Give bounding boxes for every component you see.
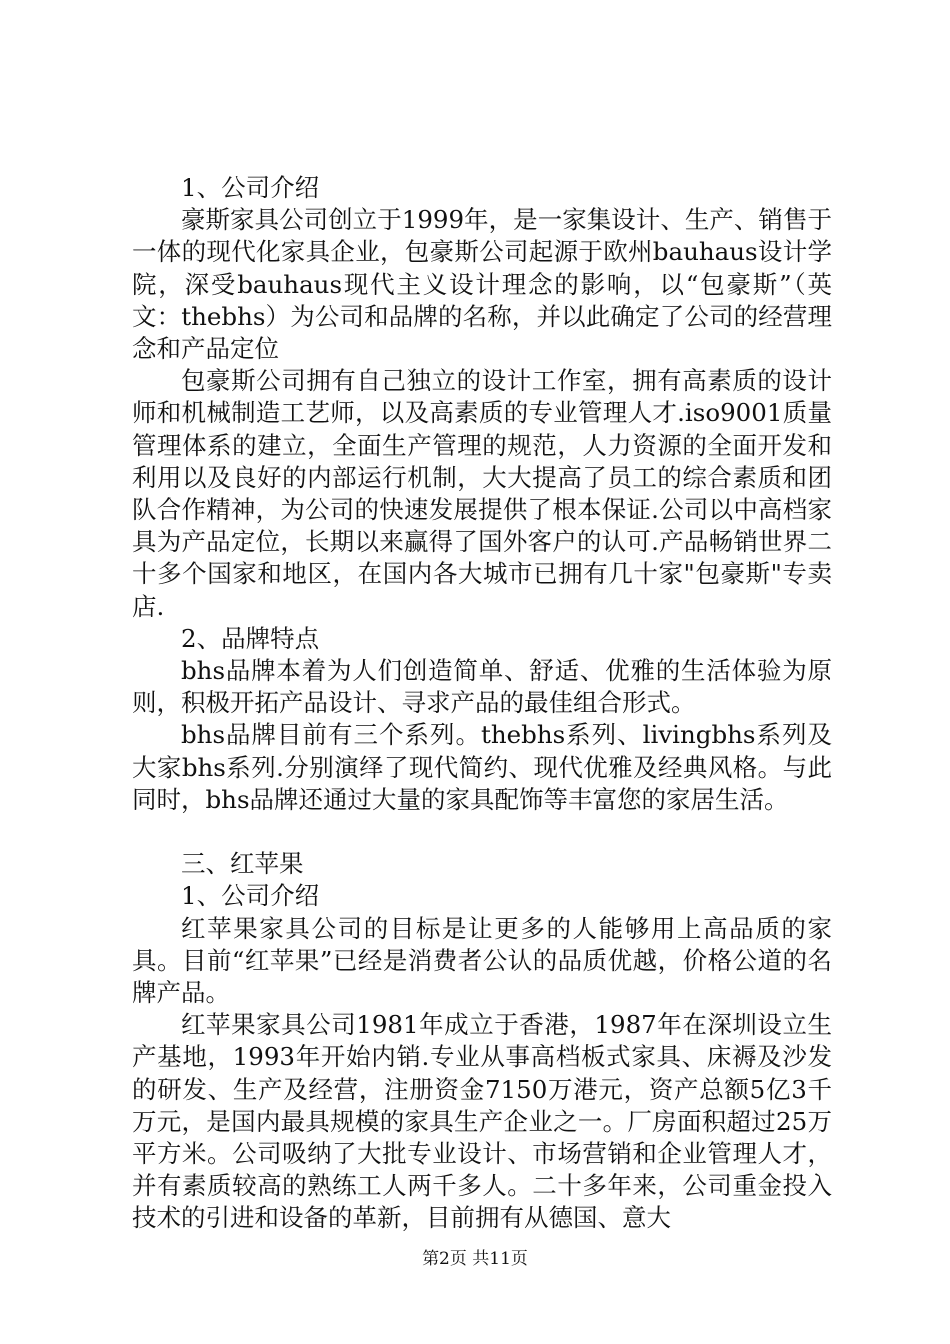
subheading-brand-features: 2、品牌特点 [181, 623, 320, 653]
subheading-company-intro: 1、公司介绍 [181, 173, 320, 202]
paragraph-red-apple-goal: 红苹果家具公司的目标是让更多的人能够用上高品质的家具。目前“红苹果”已经是消费者公认的品质优越，价格公道的名牌产品。 [132, 913, 832, 1008]
paragraph-bauhaus-design: 包豪斯公司拥有自己独立的设计工作室，拥有高素质的设计师和机械制造工艺师，以及高素质的专业管理人才.iso9001质量管理体系的建立，全面生产管理的规范，人力资源的全面开发和利用以及良好的内部运行机制，大大提高了员工的综合素质和团队合作精神，为公司的快速发展提供了根本保证.公司以中高档家具为产品定位，长期以来赢得了国外客户的认可.产品畅销世界二十多个国家和地区，在国内各大城市已拥有几十家"包豪斯"专卖店. [132, 366, 832, 621]
paragraph-red-apple-history: 红苹果家具公司1981年成立于香港，1987年在深圳设立生产基地，1993年开始内销.专业从事高档板式家具、床褥及沙发的研发、生产及经营，注册资金7150万港元，资产总额5亿3千万元，是国内最具规模的家具生产企业之一。厂房面积超过25万平方米。公司吸纳了大批专业设计、市场营销和企业管理人才，并有素质较高的熟练工人两千多人。二十多年来，公司重金投入技术的引进和设备的革新，目前拥有从德国、意大 [132, 1010, 832, 1233]
page-number-footer: 第2页 共11页 [422, 1249, 528, 1269]
subheading-red-apple-intro: 1、公司介绍 [181, 881, 320, 911]
section-heading-red-apple: 三、红苹果 [181, 849, 304, 879]
document-body [132, 172, 832, 1235]
paragraph-brand-principle: bhs品牌本着为人们创造简单、舒适、优雅的生活体验为原则，积极开拓产品设计、寻求产品的最佳组合形式。 [132, 656, 832, 718]
paragraph-bauhaus-intro: 豪斯家具公司创立于1999年，是一家集设计、生产、销售于一体的现代化家具企业，包豪斯公司起源于欧州bauhaus设计学院，深受bauhaus现代主义设计理念的影响，以“包豪斯”（英文：thebhs）为公司和品牌的名称，并以此确定了公司的经营理念和产品定位 [132, 205, 832, 364]
paragraph-brand-series: bhs品牌目前有三个系列。thebhs系列、livingbhs系列及大家bhs系列.分别演绎了现代简约、现代优雅及经典风格。与此同时，bhs品牌还通过大量的家具配饰等丰富您的家居生活。 [132, 720, 832, 814]
section-spacer [132, 816, 832, 848]
